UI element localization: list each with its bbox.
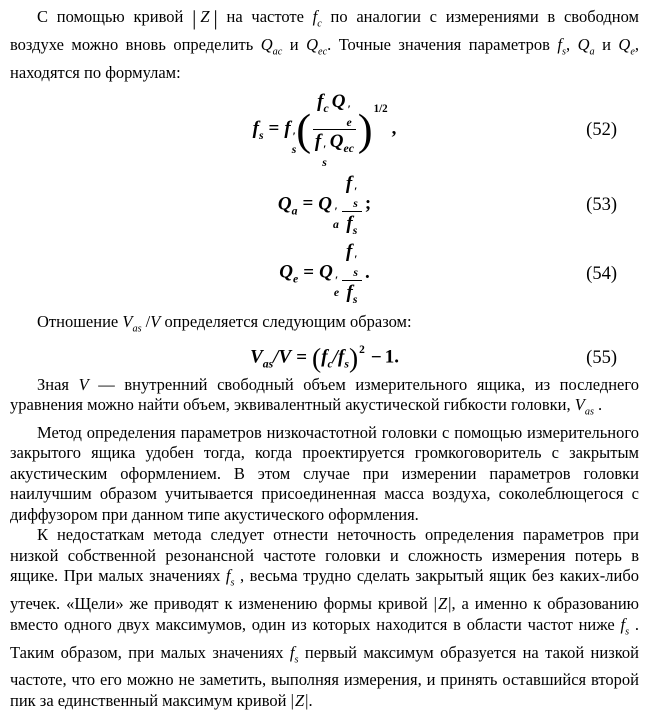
equation-54 — [10, 241, 639, 306]
math-var: $V_{as}$ — [122, 311, 142, 335]
math-token: Q — [318, 193, 333, 215]
math-token: f — [252, 118, 259, 140]
fraction-denominator — [315, 130, 354, 168]
math-token: a — [333, 217, 339, 231]
fraction — [313, 91, 356, 169]
math-token: Q — [331, 91, 346, 113]
math-token: Q — [279, 261, 294, 283]
math-token: s — [291, 142, 297, 156]
math-token: s — [352, 292, 358, 306]
math-token: s — [258, 129, 264, 143]
equation-number-54: (54) — [586, 263, 617, 284]
math-token: f — [284, 118, 291, 140]
math-token: f — [346, 212, 353, 234]
math-var: $Q_{ec}$ — [306, 34, 328, 58]
fraction — [342, 173, 362, 238]
math-var: $Q_{ac}$ — [260, 34, 283, 58]
math-var: $Q_a$ — [577, 34, 595, 58]
equation-53 — [10, 173, 639, 238]
math-var: $f_s$ — [557, 34, 566, 58]
math-token: s — [322, 155, 327, 169]
math-token: a — [291, 204, 298, 218]
math-token: f — [346, 281, 353, 303]
math-token: f — [314, 131, 322, 153]
math-token: f — [345, 172, 353, 194]
math-token: − — [370, 346, 382, 368]
prime-sub-stack — [346, 104, 351, 128]
math-var: $V_{as}$ — [574, 395, 594, 418]
equation-55 — [10, 343, 639, 373]
equation-52-body — [253, 91, 397, 169]
prime-sub-stack — [353, 254, 358, 278]
fraction-numerator — [342, 241, 362, 280]
equation-52 — [10, 91, 639, 169]
math-token: e — [293, 272, 299, 286]
paragraph-drawbacks: К недостаткам метода следует отнести неточность определения параметров при низкой собственной резонансной частоте головки и сложность измерения потерь в ящике. При малых значениях $f_s$ , весьма трудно сделать закрытый ящик без каких-либо утечек. «Щели» же приводят к изменению формы кривой |Z|, а именно к образованию вместо одного двух максимумов, один из которых находится в области частот ниже $f_s$ . Таким образом, при малых значениях $f_s$ первый максимум образуется на такой низкой частоте, что его можно не заметить, выполняя измерения, и принять оставшийся второй пик за единственный максимум кривой |Z|. — [10, 525, 639, 710]
math-token: . — [364, 261, 370, 283]
equation-54-body — [279, 241, 369, 306]
math-token: c — [327, 357, 333, 371]
math-var: V — [150, 311, 161, 331]
math-token: c — [323, 101, 329, 115]
math-token: f — [346, 241, 353, 263]
math-token: ′ — [322, 143, 327, 157]
math-token: ′ — [354, 253, 358, 267]
paragraph-intro: С помощью кривой | Z | на частоте $f_c$ по аналогии с измерениями в свободном воздухе можно вновь определить $Q_{ac}$ и $Q_{ec}$. Точные значения параметров $f_s$, $Q_a$ и $Q_e$, находятся по формулам: — [10, 5, 639, 82]
math-token: ′ — [334, 205, 338, 219]
math-token: , — [391, 118, 397, 140]
fraction-numerator — [342, 173, 362, 212]
math-token: s — [344, 357, 349, 371]
math-token: ′ — [334, 274, 339, 288]
math-token: ec — [343, 142, 354, 156]
math-var: V — [78, 374, 89, 394]
math-token: 1. — [384, 346, 399, 368]
close-paren: ) — [348, 341, 359, 373]
exponent: 1/2 — [373, 103, 388, 116]
prime-sub-stack — [353, 186, 358, 210]
prime-sub-stack — [322, 144, 327, 168]
math-token: f — [321, 346, 328, 368]
math-token: e — [346, 115, 352, 129]
math-token: as — [262, 357, 274, 371]
math-token: Q — [319, 261, 333, 283]
math-token: Q — [329, 131, 344, 153]
abs-value-expression: |Z| — [433, 594, 452, 614]
open-paren: ( — [312, 341, 322, 373]
math-token: f — [317, 91, 324, 113]
math-token: / — [332, 346, 339, 368]
open-paren: ( — [296, 104, 312, 155]
math-token: ′ — [292, 130, 296, 144]
equation-number-55: (55) — [586, 347, 617, 368]
math-token: s — [353, 265, 358, 279]
math-var: $f_s$ — [225, 566, 235, 589]
math-token: / — [273, 346, 279, 368]
math-token: = — [302, 193, 314, 215]
math-token: e — [333, 286, 340, 300]
prime-sub-stack — [334, 275, 339, 299]
fraction-denominator — [346, 212, 357, 237]
close-paren: ) — [357, 104, 373, 155]
math-token: ′ — [353, 184, 358, 198]
fraction-numerator — [313, 91, 356, 130]
math-token: = — [303, 261, 315, 283]
fraction-denominator — [347, 281, 358, 306]
prime-sub-stack — [333, 206, 339, 230]
math-token: f — [338, 346, 345, 368]
abs-value-expression: | Z | — [192, 5, 218, 30]
math-token: = — [268, 118, 280, 140]
fraction — [342, 241, 362, 306]
paragraph-knowing-v: Зная V — внутренний свободный объем измерительного ящика, из последнего уравнения можно найти объем, эквивалентный акустической гибкости головки, $V_{as}$ . — [10, 374, 639, 418]
math-token: V — [250, 346, 263, 368]
equation-53-body — [278, 173, 371, 238]
equation-55-body — [250, 341, 399, 373]
math-token: s — [352, 223, 358, 237]
math-token: ; — [364, 193, 372, 215]
equation-number-52: (52) — [586, 119, 617, 140]
paragraph-method: Метод определения параметров низкочастотной головки с помощью измерительного закрытого ящика удобен тогда, когда проектируется громкоговоритель с закрытым акустическим оформлением. В этом случае при измерении параметров головки наилучшим образом учитывается присоединенная масса воздуха, соколеблющегося с диффузором при данном типе акустического оформления. — [10, 422, 639, 524]
math-var: $f_s$ — [620, 614, 630, 638]
exponent: 2 — [359, 343, 365, 356]
abs-value-expression: |Z| — [290, 690, 309, 710]
math-token: = — [296, 346, 308, 368]
math-token: V — [278, 346, 292, 368]
math-token: Q — [277, 193, 292, 215]
math-var: $Q_e$ — [618, 34, 635, 58]
math-var: $f_c$ — [312, 7, 322, 30]
paragraph-ratio: Отношение $V_{as}$ /V определяется следующим образом: — [37, 311, 412, 335]
math-token: ′ — [347, 103, 351, 117]
math-var: $f_s$ — [289, 642, 299, 665]
equation-number-53: (53) — [586, 194, 617, 215]
math-token: s — [353, 197, 358, 211]
